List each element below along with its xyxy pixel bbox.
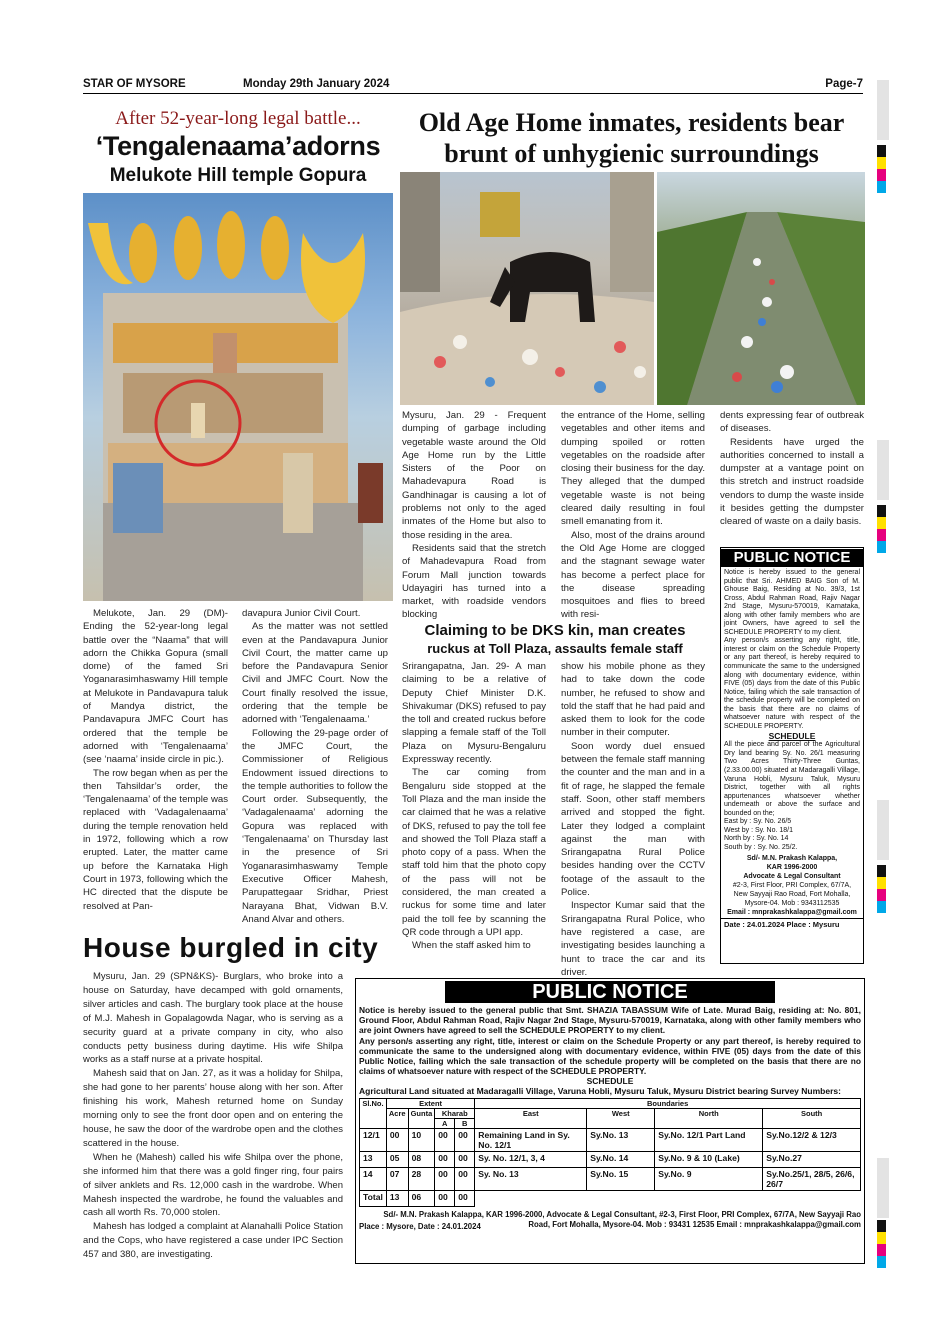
registration-strip xyxy=(877,1158,889,1218)
registration-yellow xyxy=(877,1232,886,1244)
registration-cyan xyxy=(877,1256,886,1268)
garbage-drain-icon xyxy=(657,172,865,405)
cell: 13 xyxy=(386,1191,408,1207)
notice2-body2: Any person/s asserting any right, title, interest or claim on the Schedule Property or any part thereof, is hereby required to communicate the same to the undersigned along with documentary evidence, within FIVE (05) days from the date of this Public Notice, failing which the sale transaction of the schedule property will be completed on the basis that there are no claims of whatsoever nature with respect of the SCHEDULE PROPERTY. xyxy=(359,1035,861,1077)
notice1-body2: Any person/s asserting any right, title, interest or claim on the Schedule Property or any part thereof, is hereby required to communicate the same to the undersigned along with documentary evidence, within FIVE (05) days from the date of this Public Notice, failing which the sale transaction of the schedule property will be completed on the basis that there are no claims of whatsoever nature with respect of the SCHEDULE PROPERTY. xyxy=(724,637,860,730)
story3-column-1 xyxy=(402,660,546,953)
notice2-place-date: Place : Mysore, Date : 24.01.2024 xyxy=(359,1222,481,1232)
col-north: North xyxy=(655,1109,763,1129)
registration-cyan xyxy=(877,181,886,193)
story3-paragraph: Inspector Kumar said that the Srirangapatna Rural Police, who have registered a case, are investigating besides launching a hunt to trace the car and its driver. xyxy=(561,900,705,978)
notice1-bound: North by : Sy. No. 14 xyxy=(724,835,789,843)
cell-empty xyxy=(475,1191,861,1207)
registration-yellow xyxy=(877,517,886,529)
cell: Remaining Land in Sy. No. 12/1 xyxy=(475,1129,587,1152)
story1-paragraph: As the matter was not settled even at the Pandavapura Junior Civil Court, the matter came up before the Pandavapura Senior Civil and JMFC Court. Now the Court finally resolved the issue, ordering that the temple be adorned with ‘Tengalenaama.’ xyxy=(242,621,388,726)
story2-column-3 xyxy=(720,409,864,529)
cell: Sy.No.12/2 & 12/3 xyxy=(763,1129,861,1152)
notice1-sign-line: New Sayyaji Rao Road, Fort Mohalla, xyxy=(733,891,851,899)
story4-paragraph: Mahesh has lodged a complaint at Alanahalli Police Station and the Cops, who have registered a case under IPC Section 457 and 380, are investigating. xyxy=(83,1221,343,1261)
registration-strip xyxy=(877,80,889,140)
story1-paragraph: davapura Junior Civil Court. xyxy=(242,608,361,619)
cell: 00 xyxy=(455,1152,475,1168)
public-notice-1 xyxy=(720,547,864,964)
story2-column-2 xyxy=(561,409,705,622)
table-row xyxy=(360,1152,861,1168)
cell: 00 xyxy=(435,1168,455,1191)
notice1-sign-line: Mysore-04. Mob : 9343112535 xyxy=(744,900,840,908)
public-notice-2 xyxy=(355,978,865,1264)
story2-column-1 xyxy=(402,409,546,622)
story2-paragraph: Mysuru, Jan. 29 - Frequent dumping of garbage including vegetable waste around the Old Age Home run by the Little Sisters of the Poor on Mahadevapura Road is Gandhinagar is causing a lot of problems not only to the aged inmates of the Home but also to those residing in the area. xyxy=(402,410,546,541)
registration-cyan xyxy=(877,541,886,553)
story2-paragraph: Also, most of the drains around the Old Age Home are clogged and the stagnant sewage water has become a perfect place for the disease spreading mosquitoes and flies to breed with resi- xyxy=(561,529,705,621)
cell: Sy.No. 9 & 10 (Lake) xyxy=(655,1152,763,1168)
cell: 00 xyxy=(435,1152,455,1168)
garbage-road-photo xyxy=(400,172,654,405)
story3-title-line2: ruckus at Toll Plaza, assaults female staff xyxy=(427,641,683,656)
story1-column-1 xyxy=(83,607,228,913)
cell: 00 xyxy=(455,1129,475,1152)
cell: Sy.No.25/1, 28/5, 26/6, 26/7 xyxy=(763,1168,861,1191)
col-west: West xyxy=(587,1109,655,1129)
story2-paragraph: Residents have urged the authorities concerned to install a dumpster at a vantage point on this stretch and instruct roadside vendors to dump the waste inside it besides getting the dumpster cleared of waste on a daily basis. xyxy=(720,436,864,528)
registration-black xyxy=(877,145,886,157)
notice1-sign-line: KAR 1996-2000 xyxy=(766,864,818,872)
page-number: Page-7 xyxy=(825,78,863,90)
cell: Sy.No. 13 xyxy=(587,1129,655,1152)
story1-subtitle: Melukote Hill temple Gopura xyxy=(109,165,367,186)
notice2-sign1: Sd/- M.N. Prakash Kalappa, KAR 1996-2000, Advocate & Legal Consultant, #2-3, First Floor, PRI Complex, 67/7A, New Sayyaji Rao xyxy=(383,1210,861,1220)
cell: 00 xyxy=(435,1129,455,1152)
cell: Total xyxy=(360,1191,387,1207)
story1-paragraph: The row began when as per the then Tahsildar’s order, the ‘Tengalenaama’ of the temple was replaced with ‘Vadagalenaama’ during the temple renovation held in 1972, following which a row erupted. Later, the matter came up before the Karnataka High Court in 1973, following which the HC directed that the dispute be resolved at Pan- xyxy=(83,767,228,912)
story2-title-line1: Old Age Home inmates, residents bear xyxy=(418,108,845,137)
col-kharab-a: A xyxy=(435,1119,455,1129)
cell: Sy.No. 9 xyxy=(655,1168,763,1191)
registration-strip xyxy=(877,800,889,860)
cell: 05 xyxy=(386,1152,408,1168)
story1-kicker: After 52-year-long legal battle... xyxy=(115,108,361,129)
cell: 06 xyxy=(408,1191,435,1207)
col-extent: Extent xyxy=(386,1099,474,1109)
col-kharab: Kharab xyxy=(435,1109,475,1119)
notice1-title: PUBLIC NOTICE xyxy=(721,549,863,567)
story4-paragraph: When he (Mahesh) called his wife Shilpa over the phone, she informed him that there was a gold finger ring, four pairs of silver anklets and Rs. 12,000 cash in the wardrobe. When Mahesh inspected the wardrobe, he found the valuables and cash all worth Rs. 70,000 stolen. xyxy=(83,1151,343,1219)
col-sl: Sl.No. xyxy=(360,1099,387,1129)
notice1-bound: West by : Sy. No. 18/1 xyxy=(724,826,793,834)
story1-column-2 xyxy=(242,607,388,926)
story2-paragraph: dents expressing fear of outbreak of diseases. xyxy=(720,410,864,435)
story1-paragraph: Melukote, Jan. 29 (DM)- Ending the 52-year-long legal battle over the “Naama” that will adorn the Chikka Gopura (small dome) of the famed Sri Yoganarasimhaswamy Hill temple at Melukote in Pandavapura taluk of Mandya district, the Pandavapura JMFC Court has ordered that the temple be adorned with ‘Tengalenaama’ (see ‘naama’ inside circle in pic.). xyxy=(83,608,228,766)
story4-paragraph: Mysuru, Jan. 29 (SPN&KS)- Burglars, who broke into a house on Saturday, have decamped with gold ornaments, silver articles and cash. The burglary took place at the house of M.J. Mahesh in Gopalagowda Nagar, who is serving as a security guard at a private company in city, who also conducts petty business during daytime. His wife Shilpa works as a staff nurse at a private hospital. xyxy=(83,971,343,1066)
notice1-signature xyxy=(724,854,860,917)
cell: Sy.No. 15 xyxy=(587,1168,655,1191)
story3-paragraph: show his mobile phone as they had to take down the code number, he refused to show and told the staff that he had paid and asked them to look for the code number in their computer. xyxy=(561,661,705,739)
registration-yellow xyxy=(877,877,886,889)
notice1-body: Notice is hereby issued to the general public that Sri. AHMED BAIG Son of M. Ghouse Baig, Residing at No. 39/3, 1st Cross, Abdul Rahman Road, Rajiv Nagar 2nd Stage, Mysuru-570019, Karnataka, along with other family members who are joint Owners, have agreed to sell the SCHEDULE PROPERTY to my client. xyxy=(724,569,860,636)
table-row-total xyxy=(360,1191,861,1207)
cell: 08 xyxy=(408,1152,435,1168)
story4-paragraph: Mahesh said that on Jan. 27, as it was a holiday for Shilpa, she had gone to her parents’ house along with her son. After finishing his work, Mahesh returned home on Sunday morning only to see the front door open and on entering the house, he saw the door of the wardrobe open and the clothes scattered in the house. xyxy=(83,1068,343,1149)
issue-date: Monday 29th January 2024 xyxy=(243,78,390,90)
schedule-table xyxy=(359,1098,861,1207)
cell: 10 xyxy=(408,1129,435,1152)
temple-gopura-icon xyxy=(83,193,393,601)
registration-cyan xyxy=(877,901,886,913)
paper-name: STAR OF MYSORE xyxy=(83,78,186,90)
garbage-road-cow-icon xyxy=(400,172,654,405)
registration-strip xyxy=(877,440,889,500)
cell: Sy. No. 13 xyxy=(475,1168,587,1191)
notice1-sign-line: Advocate & Legal Consultant xyxy=(743,873,841,881)
story3-column-2 xyxy=(561,660,705,979)
registration-magenta xyxy=(877,1244,886,1256)
notice2-sign2 xyxy=(359,1220,861,1231)
story3-title-line1: Claiming to be DKS kin, man creates xyxy=(424,622,686,639)
col-boundaries: Boundaries xyxy=(475,1099,861,1109)
cell: 12/1 xyxy=(360,1129,387,1152)
cell: 00 xyxy=(455,1191,475,1207)
notice1-bound: South by : Sy. No. 25/2. xyxy=(724,843,798,851)
cell: 00 xyxy=(455,1168,475,1191)
story1-title: ‘Tengalenaama’adorns xyxy=(95,131,381,161)
notice2-body: Notice is hereby issued to the general public that Smt. SHAZIA TABASSUM Wife of Late. Murad Baig, residing at: No. 801, Ground Floor, Abdul Rahman Road, Rajiv Nagar 2nd Stage, Mysuru-570019, Karnataka, along with other family members who are joint Owners have agreed to sell the SCHEDULE PROPERTY to my client. xyxy=(359,1005,861,1036)
notice1-footer: Date : 24.01.2024 Place : Mysuru xyxy=(721,918,863,930)
notice1-sign-line: Email : mnprakashkalappa@gmail.com xyxy=(727,909,857,917)
story3-paragraph: The car coming from Bengaluru side stopped at the Toll Plaza and the man inside the car claimed that he was a relative of DKS, refused to pay the toll fee and showed the Toll Plaza staff a photo copy of a pass. When the staff told him that the photo copy of the pass will not be considered, the man created a ruckus for some time and later paid the toll fee by scanning the QR code through a UPI app. xyxy=(402,767,546,938)
cell: Sy. No. 12/1, 3, 4 xyxy=(475,1152,587,1168)
notice1-bound: East by : Sy. No. 26/5 xyxy=(724,818,792,826)
cell: 07 xyxy=(386,1168,408,1191)
registration-magenta xyxy=(877,889,886,901)
registration-yellow xyxy=(877,157,886,169)
table-row xyxy=(360,1168,861,1191)
notice2-schedule-head: SCHEDULE xyxy=(586,1076,634,1087)
story4-body xyxy=(83,970,343,1262)
col-acre: Acre xyxy=(386,1109,408,1129)
cell: Sy.No. 14 xyxy=(587,1152,655,1168)
cell: 14 xyxy=(360,1168,387,1191)
notice1-sign-line: #2-3, First Floor, PRI Complex, 67/7A, xyxy=(732,882,852,890)
story3-paragraph: Srirangapatna, Jan. 29- A man claiming to be a relative of Deputy Chief Minister D.K. Shivakumar (DKS) refused to pay the toll and created ruckus before slapping a female staff of the Toll Plaza on Mysuru-Bengaluru Expressway recently. xyxy=(402,661,546,766)
cell: 13 xyxy=(360,1152,387,1168)
story3-paragraph: Soon wordy duel ensued between the female staff manning the counter and the man and in a fit of rage, he slapped the female staff. Soon, other staff members arrived and stopped the fight. Later they lodged a complaint against the man with Srirangapatna Rural Police besides handing over the CCTV footage of the assault to the Police. xyxy=(561,740,705,899)
cell: Sy.No.27 xyxy=(763,1152,861,1168)
story2-paragraph: the entrance of the Home, selling vegetables and other items and dumping spoiled or rotten vegetables on the roadside after closing their business for the day. They alleged that the dumped vegetable waste is not being cleared daily resulting in foul smell emanating from it. xyxy=(561,410,705,528)
col-south: South xyxy=(763,1109,861,1129)
temple-photo xyxy=(83,193,393,601)
notice2-address: Road, Fort Mohalla, Mysore-04. Mob : 93431 12535 Email : mnprakashkalappa@gmail.com xyxy=(528,1220,861,1230)
cell: 28 xyxy=(408,1168,435,1191)
col-kharab-b: B xyxy=(455,1119,475,1129)
notice1-sign-line: Sd/- M.N. Prakash Kalappa, xyxy=(746,855,838,863)
cell: Sy.No. 12/1 Part Land xyxy=(655,1129,763,1152)
registration-black xyxy=(877,865,886,877)
notice1-schedule: All the piece and parcel of the Agricultural Dry land bearing Sy. No. 26/1 measuring Two Acres Thirty-Three Guntas, (2.33.00.00) situated at Madaragalli Village, Varuna Hobli, Mysuru Taluk, Mysuru District, together with all rights appurtenances whatsoever whether underneath or above the surface and bounded on the; xyxy=(724,741,860,817)
story2-paragraph: Residents said that the stretch of Mahadevapura Road from Forum Mall junction towards Udayagiri has turned into a market, with roadside vendors blocking xyxy=(402,542,546,621)
registration-black xyxy=(877,1220,886,1232)
registration-black xyxy=(877,505,886,517)
cell: 00 xyxy=(386,1129,408,1152)
story1-paragraph: Following the 29-page order of the JMFC Court, the Commissioner of Religious Endowment issued directions to the temple authorities to follow the Court order. Subsequently, the ‘Vadagalenaama’ adorning the Gopura was replaced with ‘Tengalenaama’ on Thursday last in the presence of Sri Yoganarasimhaswamy Temple Executive Officer Mahesh, Parupattegaar Sridhar, Priest Narayana Bhat, Vidwan B.V. Anand Alvar and others. xyxy=(242,727,388,925)
col-gunta: Gunta xyxy=(408,1109,435,1129)
story4-title: House burgled in city xyxy=(83,932,379,963)
page-header xyxy=(83,78,863,94)
col-east: East xyxy=(475,1109,587,1129)
story3-paragraph: When the staff asked him to xyxy=(412,940,531,952)
table-row xyxy=(360,1129,861,1152)
notice1-schedule-head: SCHEDULE xyxy=(768,731,816,742)
story2-title-line2: brunt of unhygienic surroundings xyxy=(444,139,819,168)
registration-magenta xyxy=(877,529,886,541)
registration-magenta xyxy=(877,169,886,181)
notice2-title: PUBLIC NOTICE xyxy=(445,981,775,1003)
cell: 00 xyxy=(435,1191,455,1207)
garbage-drain-photo xyxy=(657,172,865,405)
notice2-schedule-line: Agricultural Land situated at Madaragalli Village, Varuna Hobli, Mysuru Taluk, Mysuru District bearing Survey Numbers: xyxy=(359,1086,841,1097)
